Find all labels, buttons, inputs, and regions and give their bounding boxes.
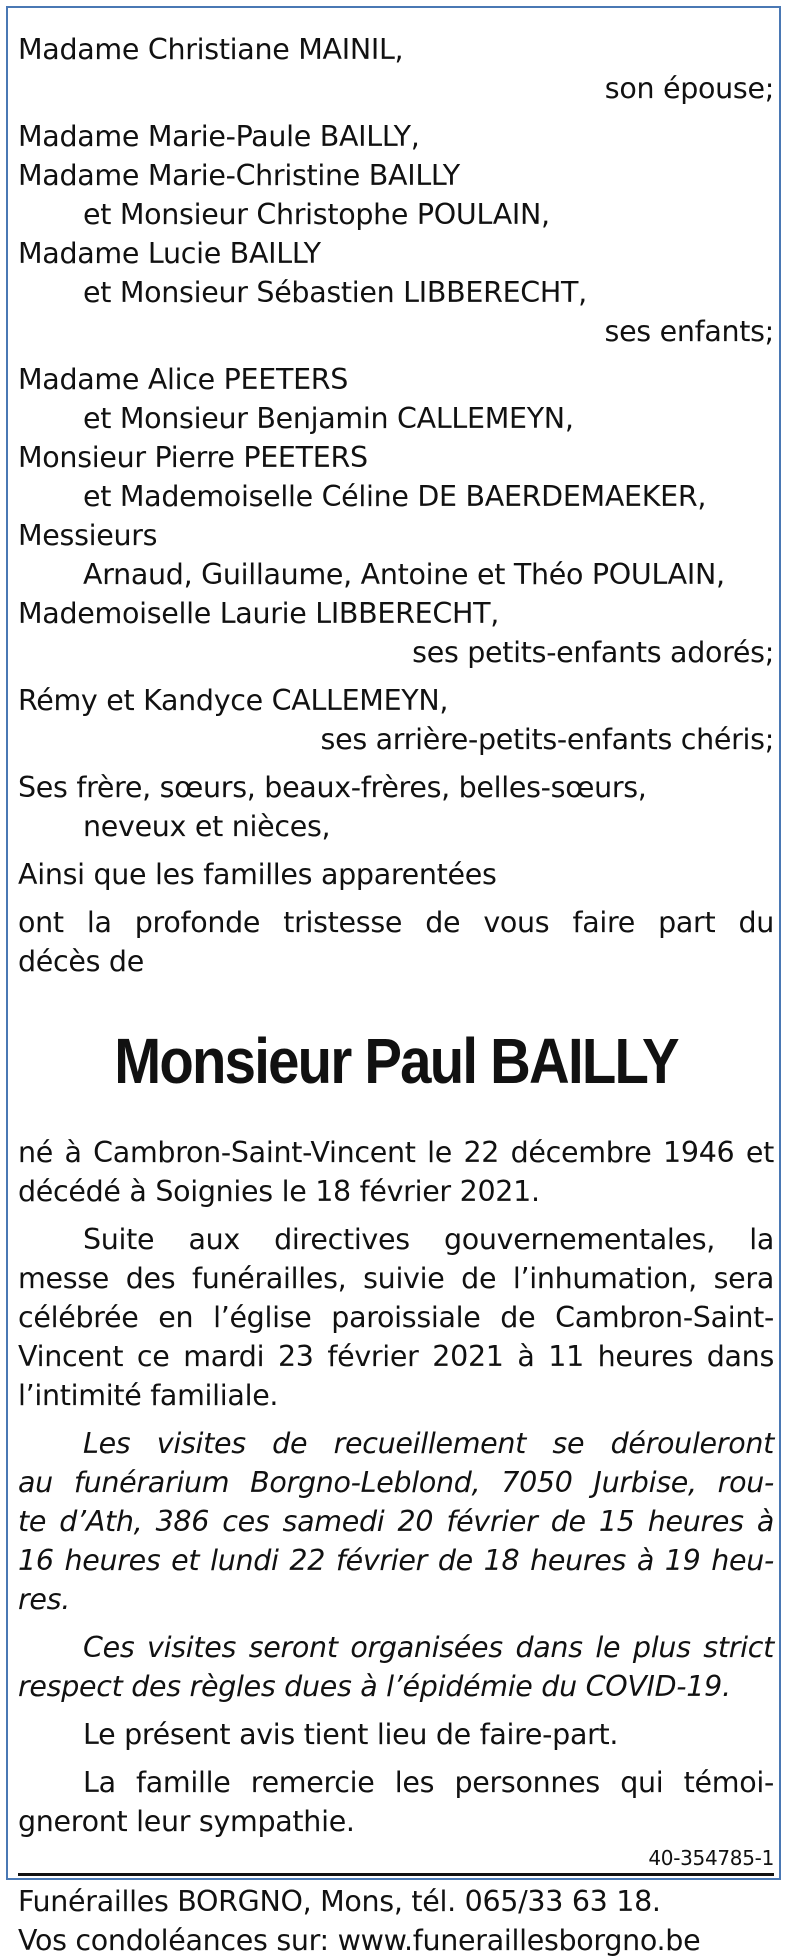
grandchild-line: Messieurs: [18, 519, 158, 552]
announce-line: ont la profonde tristesse de vous faire part du: [18, 906, 774, 939]
announce-line: décès de: [18, 945, 144, 978]
grandchild-line: et Monsieur Benjamin CALLEMEYN,: [83, 402, 574, 435]
great-grandchildren-role: ses arrière-petits-enfants chéris;: [320, 723, 774, 756]
visits-line: te d’Ath, 386 ces samedi 20 février de 15 heures à: [18, 1505, 774, 1538]
visits-line: res.: [18, 1583, 70, 1616]
visits-line: Les visites de recueillement se dérouleront: [83, 1427, 774, 1460]
condolences-link: Vos condoléances sur: www.funeraillesborgno.be: [18, 1924, 701, 1957]
siblings-line: Ses frère, sœurs, beaux-frères, belles-sœurs,: [18, 771, 647, 804]
mass-line: Vincent ce mardi 23 février 2021 à 11 heures dans: [18, 1340, 774, 1373]
children-role: ses enfants;: [604, 315, 774, 348]
grandchild-line: et Mademoiselle Céline DE BAERDEMAEKER,: [83, 480, 707, 513]
covid-line: respect des règles dues à l’épidémie du COVID-19.: [18, 1670, 731, 1703]
child-line: et Monsieur Sébastien LIBBERECHT,: [83, 276, 587, 309]
child-line: Madame Lucie BAILLY: [18, 237, 321, 270]
grandchild-line: Mademoiselle Laurie LIBBERECHT,: [18, 597, 499, 630]
grandchild-line: Madame Alice PEETERS: [18, 363, 349, 396]
great-grandchildren: Rémy et Kandyce CALLEMEYN,: [18, 684, 449, 717]
spouse-role: son épouse;: [604, 72, 774, 105]
child-line: Madame Marie-Paule BAILLY,: [18, 120, 420, 153]
grandchildren-role: ses petits-enfants adorés;: [412, 636, 774, 669]
child-line: Madame Marie-Christine BAILLY: [18, 159, 460, 192]
notice-line: Le présent avis tient lieu de faire-part.: [83, 1718, 619, 1751]
footer-divider: [18, 1873, 774, 1876]
covid-line: Ces visites seront organisées dans le plus strict: [83, 1631, 774, 1664]
grandchild-line: Arnaud, Guillaume, Antoine et Théo POULAIN,: [83, 558, 725, 591]
thanks-line: La famille remercie les personnes qui témoi-: [83, 1766, 774, 1799]
birth-line: décédé à Soignies le 18 février 2021.: [18, 1175, 540, 1208]
relatives-line: Ainsi que les familles apparentées: [18, 858, 497, 891]
visits-line: au funérarium Borgno-Leblond, 7050 Jurbise, rou-: [18, 1466, 774, 1499]
deceased-name: Monsieur Paul BAILLY: [114, 1025, 678, 1097]
siblings-line: neveux et nièces,: [83, 810, 331, 843]
mass-line: messe des funérailles, suivie de l’inhumation, sera: [18, 1262, 774, 1295]
obituary-content: [18, 30, 774, 1960]
funeral-home-info: Funérailles BORGNO, Mons, tél. 065/33 63 18.: [18, 1885, 661, 1918]
child-line: et Monsieur Christophe POULAIN,: [83, 198, 550, 231]
mass-line: célébrée en l’église paroissiale de Cambron-Saint-: [18, 1301, 774, 1334]
mass-line: Suite aux directives gouvernementales, la: [83, 1223, 774, 1256]
visits-line: 16 heures et lundi 22 février de 18 heures à 19 heu-: [18, 1544, 774, 1577]
birth-line: né à Cambron-Saint-Vincent le 22 décembre 1946 et: [18, 1136, 774, 1169]
reference-number: 40-354785-1: [648, 1846, 774, 1870]
thanks-line: gneront leur sympathie.: [18, 1805, 355, 1838]
spouse-name: Madame Christiane MAINIL,: [18, 33, 404, 66]
mass-line: l’intimité familiale.: [18, 1379, 279, 1412]
grandchild-line: Monsieur Pierre PEETERS: [18, 441, 368, 474]
